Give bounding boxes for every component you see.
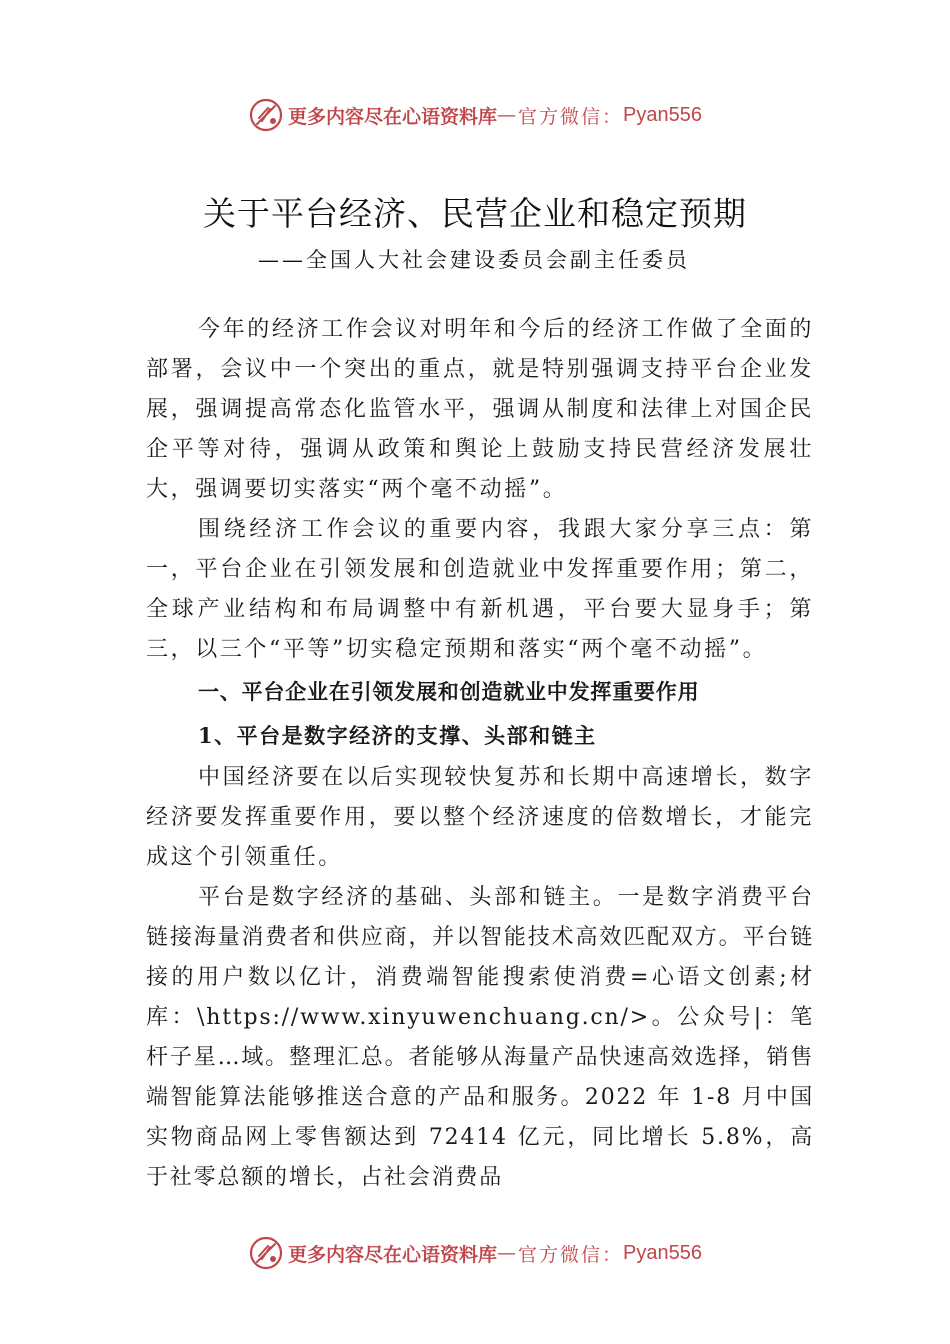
subsection-heading-1: 1、平台是数字经济的支撑、头部和链主 bbox=[198, 723, 597, 748]
banner-main-text: 更多内容尽在心语资料库 bbox=[288, 105, 498, 128]
document-title: 关于平台经济、民营企业和稳定预期 bbox=[203, 194, 747, 233]
document-body bbox=[146, 310, 814, 1198]
footer-wechat-label: 官方微信： bbox=[518, 1243, 624, 1266]
paragraph-3: 中国经济要在以后实现较快复苏和长期中高速增长，数字经济要发挥重要作用，要以整个经济速度的倍数增长，才能完成这个引领重任。 bbox=[146, 765, 814, 870]
banner-wechat-label: 官方微信： bbox=[518, 105, 624, 128]
paragraph-4: 平台是数字经济的基础、头部和链主。一是数字消费平台链接海量消费者和供应商，并以智能技术高效匹配双方。平台链接的用户数以亿计，消费端智能搜索使消费=心语文创素;材库：\https://www.xinyuwenchuang.cn/>。公众号|：笔杆子星…域。整理汇总。者能够从海量产品快速高效选择，销售端智能算法能够推送合意的产品和服务。2022 年 1-8 月中国实物商品网上零售额达到 72414 亿元，同比增长 5.8%，高于社零总额的增长，占社会消费品 bbox=[146, 885, 814, 1190]
paragraph-2: 围绕经济工作会议的重要内容，我跟大家分享三点：第一，平台企业在引领发展和创造就业中发挥重要作用；第二，全球产业结构和布局调整中有新机遇，平台要大显身手；第三，以三个“平等”切实稳定预期和落实“两个毫不动摇”。 bbox=[146, 517, 814, 662]
quill-logo-icon bbox=[248, 1235, 284, 1271]
quill-logo-icon bbox=[248, 97, 284, 133]
banner-dash: — bbox=[497, 104, 519, 126]
header-banner bbox=[0, 95, 950, 135]
document-subtitle: ——全国人大社会建设委员会副主任委员 bbox=[258, 248, 690, 272]
section-heading-1: 一、平台企业在引领发展和创造就业中发挥重要作用 bbox=[198, 680, 700, 704]
footer-main-text: 更多内容尽在心语资料库 bbox=[288, 1243, 498, 1266]
footer-banner bbox=[0, 1233, 950, 1273]
banner-wechat-id: Pyan556 bbox=[623, 103, 702, 126]
footer-wechat-id: Pyan556 bbox=[623, 1241, 702, 1264]
paragraph-1: 今年的经济工作会议对明年和今后的经济工作做了全面的部署，会议中一个突出的重点，就是特别强调支持平台企业发展，强调提高常态化监管水平，强调从制度和法律上对国企民企平等对待，强调从政策和舆论上鼓励支持民营经济发展壮大，强调要切实落实“两个毫不动摇”。 bbox=[146, 317, 814, 502]
footer-dash: — bbox=[497, 1242, 519, 1264]
